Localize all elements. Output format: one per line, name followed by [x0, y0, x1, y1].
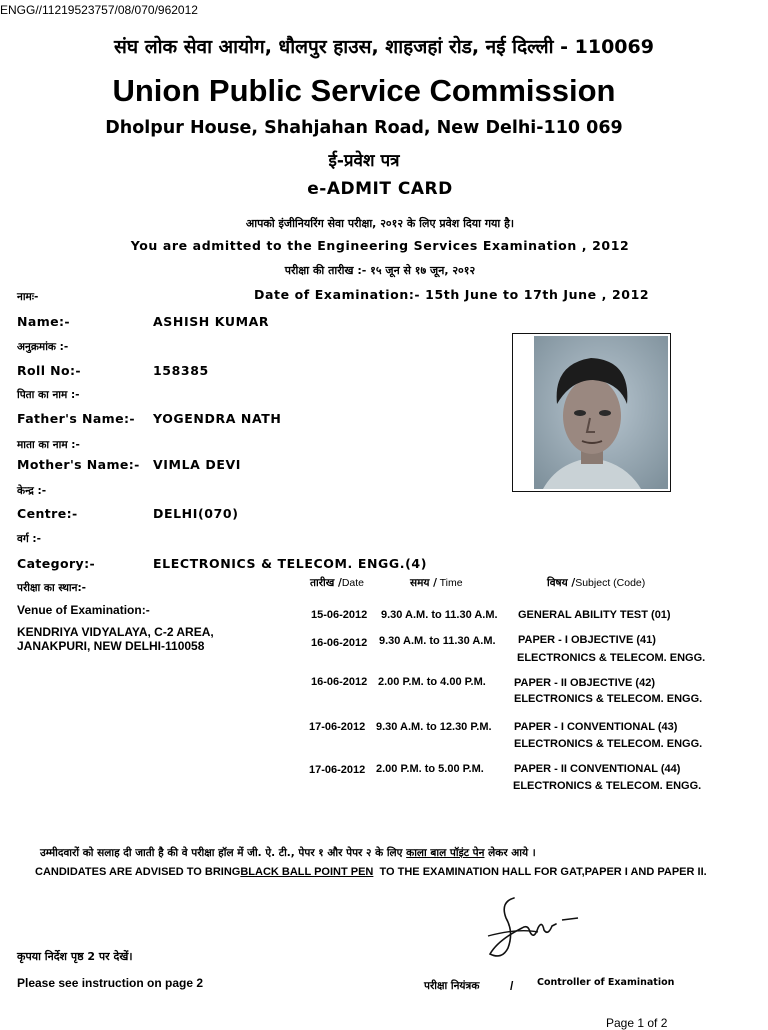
centre-label: Centre:- — [17, 506, 78, 521]
english-advice-pen: BLACK BALL POINT PEN — [240, 866, 374, 878]
hindi-advice-pen: काला बाल पॉइंट पेन — [406, 847, 485, 859]
name-label: Name:- — [17, 314, 70, 329]
centre-hindi-label: केन्द्र :- — [17, 485, 47, 497]
schedule-row-2-subject: PAPER - I OBJECTIVE (41) — [518, 634, 656, 646]
hindi-admit-line: आपको इंजीनियरिंग सेवा परीक्षा, २०१२ के लिए प्रवेश दिया गया है। — [245, 217, 515, 230]
candidate-name: ASHISH KUMAR — [153, 314, 270, 329]
schedule-row-5-subject: PAPER - II CONVENTIONAL (44) — [514, 763, 681, 775]
english-advice-post: TO THE EXAMINATION HALL FOR GAT,PAPER I AND PAPER II. — [379, 866, 707, 878]
mother-label: Mother's Name:- — [17, 457, 140, 472]
hindi-card-title: ई-प्रवेश पत्र — [328, 151, 400, 171]
time-header-hindi: समय / — [410, 577, 437, 589]
schedule-row-5-date: 17-06-2012 — [309, 764, 366, 776]
subject-header-en: Subject (Code) — [575, 577, 646, 589]
schedule-row-1-date: 15-06-2012 — [311, 609, 368, 621]
candidate-photo-icon — [513, 334, 670, 491]
page-number: Page 1 of 2 — [606, 1016, 668, 1030]
venue-line-2: JANAKPURI, NEW DELHI-110058 — [17, 639, 205, 653]
schedule-row-4-date: 17-06-2012 — [309, 721, 366, 733]
date-header-en: Date — [341, 577, 364, 589]
hindi-header: संघ लोक सेवा आयोग, धौलपुर हाउस, शाहजहां रोड, नई दिल्ली - 110069 — [114, 36, 654, 58]
exam-date-line: Date of Examination:- 15th June to 17th June , 2012 — [254, 287, 650, 302]
subject-column-header — [547, 576, 645, 590]
card-title: e-ADMIT CARD — [307, 179, 453, 199]
schedule-row-1-time: 9.30 A.M. to 11.30 A.M. — [381, 609, 498, 621]
schedule-row-2-time: 9.30 A.M. to 11.30 A.M. — [379, 635, 496, 647]
time-header-en: Time — [439, 577, 463, 589]
time-column-header — [410, 576, 463, 590]
category-hindi-label: वर्ग :- — [17, 533, 41, 545]
venue-label: Venue of Examination:- — [17, 603, 150, 617]
schedule-row-4-time: 9.30 A.M. to 12.30 P.M. — [376, 721, 492, 733]
schedule-row-2-branch: ELECTRONICS & TELECOM. ENGG. — [517, 652, 706, 664]
hindi-advice-post: लेकर आये । — [488, 847, 536, 859]
english-advice-pre: CANDIDATES ARE ADVISED TO BRING — [35, 866, 241, 878]
hindi-exam-date: परीक्षा की तारीख :- १५ जून से १७ जून, २०१२ — [284, 264, 476, 277]
candidate-photo — [512, 333, 671, 492]
name-hindi-label: नामः- — [17, 291, 39, 303]
schedule-row-3-branch: ELECTRONICS & TELECOM. ENGG. — [514, 693, 703, 705]
schedule-row-1-subject: GENERAL ABILITY TEST (01) — [518, 609, 671, 621]
father-hindi-label: पिता का नाम :- — [17, 389, 80, 401]
roll-hindi-label: अनुक्रमांक :- — [17, 341, 69, 353]
schedule-row-3-subject: PAPER - II OBJECTIVE (42) — [514, 677, 655, 689]
schedule-row-3-date: 16-06-2012 — [311, 676, 368, 688]
signature — [478, 888, 590, 968]
category-value: ELECTRONICS & TELECOM. ENGG.(4) — [153, 556, 428, 571]
schedule-row-4-subject: PAPER - I CONVENTIONAL (43) — [514, 721, 678, 733]
controller-english: Controller of Examination — [537, 977, 675, 988]
english-advice — [35, 866, 707, 878]
father-name: YOGENDRA NATH — [153, 411, 282, 426]
signature-icon — [478, 888, 590, 968]
controller-hindi: परीक्षा नियंत्रक — [424, 980, 480, 992]
hindi-advice — [40, 846, 536, 860]
father-label: Father's Name:- — [17, 411, 135, 426]
category-label: Category:- — [17, 556, 96, 571]
date-header-hindi: तारीख / — [310, 577, 342, 589]
admit-line: You are admitted to the Engineering Services Examination , 2012 — [130, 238, 630, 253]
schedule-row-5-time: 2.00 P.M. to 5.00 P.M. — [376, 763, 484, 775]
see-instruction: Please see instruction on page 2 — [17, 976, 204, 990]
venue-hindi-label: परीक्षा का स्थान:- — [17, 582, 87, 594]
mother-hindi-label: माता का नाम :- — [17, 439, 80, 451]
controller-slash: / — [510, 979, 514, 993]
roll-number: 158385 — [153, 363, 209, 378]
document-reference: ENGG//11219523757/08/070/962012 — [0, 3, 198, 17]
mother-name: VIMLA DEVI — [153, 457, 241, 472]
roll-label: Roll No:- — [17, 363, 81, 378]
schedule-row-3-time: 2.00 P.M. to 4.00 P.M. — [378, 676, 486, 688]
hindi-advice-pre: उम्मीदवारों को सलाह दी जाती है की वे परीक्षा हॉल में जी. ऐ. टी., पेपर १ और पेपर २ के लिए — [40, 847, 403, 859]
schedule-row-4-branch: ELECTRONICS & TELECOM. ENGG. — [514, 738, 703, 750]
centre-value: DELHI(070) — [153, 506, 239, 521]
page-title: Union Public Service Commission — [112, 73, 616, 108]
address: Dholpur House, Shahjahan Road, New Delhi-110 069 — [105, 118, 623, 138]
schedule-row-2-date: 16-06-2012 — [311, 637, 368, 649]
venue-line-1: KENDRIYA VIDYALAYA, C-2 AREA, — [17, 625, 214, 639]
date-column-header — [310, 576, 364, 590]
subject-header-hindi: विषय / — [547, 577, 576, 589]
schedule-row-5-branch: ELECTRONICS & TELECOM. ENGG. — [513, 780, 702, 792]
hindi-see-instruction: कृपया निर्देश पृष्ठ 2 पर देखें। — [17, 950, 133, 963]
